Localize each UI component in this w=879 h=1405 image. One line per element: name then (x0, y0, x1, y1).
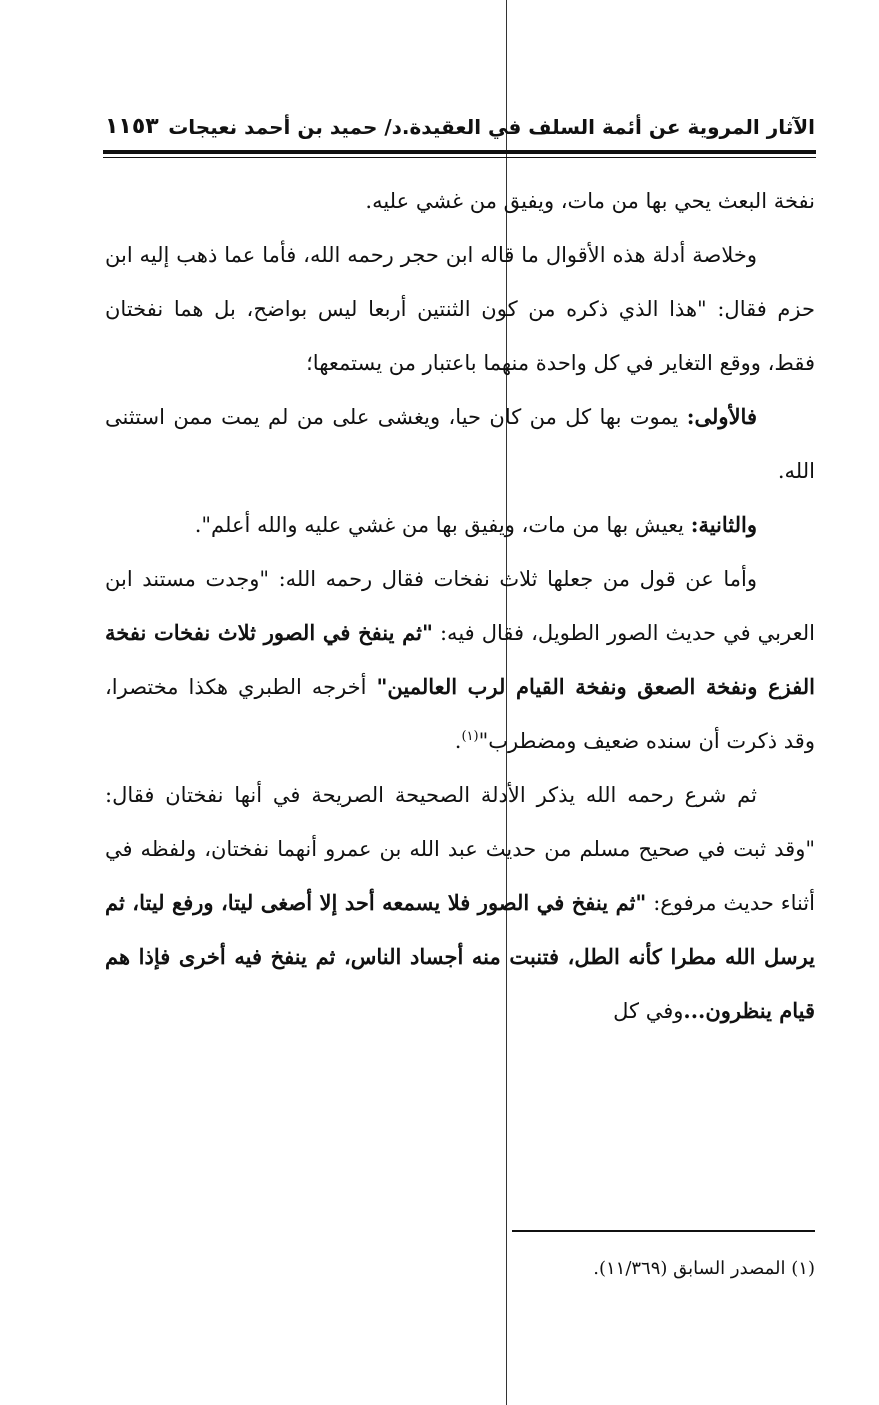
paragraph-2: وخلاصة أدلة هذه الأقوال ما قاله ابن حجر رحمه الله، فأما عما ذهب إليه ابن حزم فقال: "هذا الذي ذكره من كون الثنتين أربعا ليس بواضح، بل هما نفختان فقط، ووقع التغاير في كل واحدة منهما باعتبار من يستمعها؛ (105, 243, 815, 375)
paragraph-6-text-b: وفي كل (613, 999, 684, 1023)
paragraph-6 (105, 768, 815, 1038)
footnote: (١) المصدر السابق (١١/٣٦٩). (593, 1258, 815, 1279)
footnote-reference[interactable]: (١) (461, 729, 479, 744)
paragraph-5-text-a: وأما عن قول من جعلها ثلاث نفخات فقال رحمه الله: "وجدت مستند ابن العربي في حديث الصور الطويل، فقال فيه: (105, 567, 815, 645)
header-rule-thick (103, 150, 816, 154)
paragraph-4-lead: والثانية: (690, 512, 757, 537)
paragraph-4 (105, 498, 815, 552)
paragraph-5 (105, 552, 815, 768)
header-title: الآثار المروية عن أئمة السلف في العقيدة.د/ حميد بن أحمد نعيجات (168, 115, 815, 139)
paragraph-4-text: يعيش بها من مات، ويفيق بها من غشي عليه والله أعلم". (194, 513, 691, 537)
paragraph-5-quote: "ثم ينفخ في الصور ثلاث نفخات نفخة الفزع ونفخة الصعق ونفخة القيام لرب العالمين" (105, 620, 816, 699)
running-header (105, 112, 815, 142)
paragraph-6-quote: "ثم ينفخ في الصور فلا يسمعه أحد إلا أصغى ليتا، ورفع ليتا، ثم يرسل الله مطرا كأنه الطل، فتنبت منه أجساد الناس، ثم ينفخ فيه أخرى فإذا هم قيام ينظرون... (105, 890, 815, 1023)
paragraph-5-text-b: أخرجه الطبري هكذا مختصرا، وقد ذكرت أن سنده ضعيف ومضطرب" (105, 675, 815, 753)
paragraph-5-end: . (454, 729, 462, 753)
paragraph-1: نفخة البعث يحي بها من مات، ويفيق من غشي عليه. (365, 189, 815, 213)
paragraph-3-lead: فالأولى: (686, 404, 757, 429)
page-number: ١١٥٣ (105, 114, 159, 139)
footnote-separator (512, 1230, 815, 1232)
header-rule-thin (103, 157, 816, 158)
paragraph-3 (105, 390, 815, 498)
paragraph-6-text-a: ثم شرع رحمه الله يذكر الأدلة الصحيحة الصريحة في أنها نفختان فقال: "وقد ثبت في صحيح مسلم من حديث عبد الله بن عمرو أنهما نفختان، ولفظه في أثناء حديث مرفوع: (105, 783, 815, 915)
main-text (105, 174, 815, 1038)
paragraph-3-text: يموت بها كل من كان حيا، ويغشى على من لم يمت ممن استثنى الله. (105, 405, 815, 483)
